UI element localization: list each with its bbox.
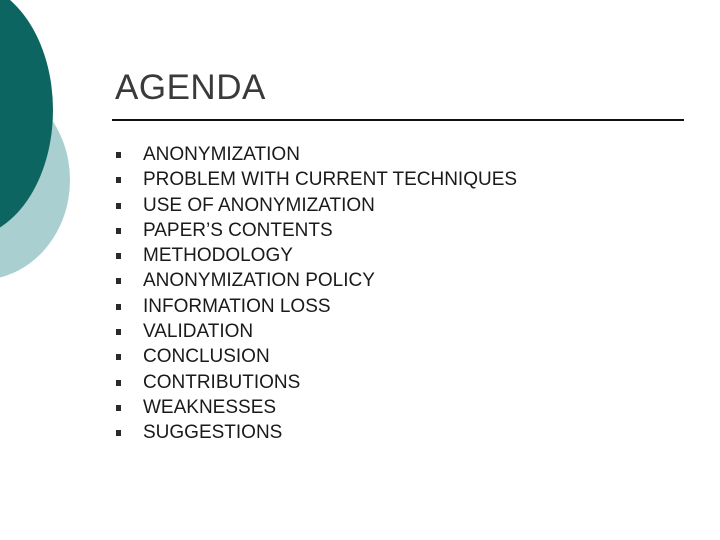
agenda-item-label: ANONYMIZATION POLICY bbox=[143, 270, 375, 292]
agenda-item-label: CONTRIBUTIONS bbox=[143, 371, 301, 393]
square-bullet-icon bbox=[116, 203, 121, 209]
square-bullet-icon bbox=[116, 152, 121, 158]
square-bullet-icon bbox=[116, 228, 121, 234]
square-bullet-icon bbox=[116, 329, 121, 335]
agenda-item-label: PAPER’S CONTENTS bbox=[143, 219, 333, 241]
agenda-item bbox=[112, 294, 517, 319]
agenda-item bbox=[112, 218, 517, 243]
agenda-item-label: PROBLEM WITH CURRENT TECHNIQUES bbox=[143, 169, 518, 191]
agenda-item bbox=[112, 193, 517, 218]
square-bullet-icon bbox=[116, 278, 121, 284]
agenda-item bbox=[112, 268, 517, 293]
agenda-item-label: METHODOLOGY bbox=[143, 245, 293, 267]
square-bullet-icon bbox=[116, 405, 121, 411]
square-bullet-icon bbox=[116, 304, 121, 310]
agenda-item-label: SUGGESTIONS bbox=[143, 422, 283, 444]
agenda-list bbox=[112, 142, 517, 446]
square-bullet-icon bbox=[116, 177, 121, 183]
agenda-item bbox=[112, 142, 517, 167]
square-bullet-icon bbox=[116, 430, 121, 436]
title-divider bbox=[112, 119, 684, 121]
agenda-item-label: CONCLUSION bbox=[143, 346, 270, 368]
agenda-item-label: INFORMATION LOSS bbox=[143, 295, 331, 317]
agenda-item-label: WEAKNESSES bbox=[143, 396, 277, 418]
agenda-item bbox=[112, 420, 517, 445]
square-bullet-icon bbox=[116, 253, 121, 259]
agenda-item bbox=[112, 167, 517, 192]
agenda-item-label: USE OF ANONYMIZATION bbox=[143, 194, 375, 216]
agenda-item bbox=[112, 370, 517, 395]
square-bullet-icon bbox=[116, 380, 121, 386]
decorative-circles bbox=[0, 0, 120, 300]
slide-title: AGENDA bbox=[115, 68, 266, 107]
square-bullet-icon bbox=[116, 354, 121, 360]
agenda-item-label: VALIDATION bbox=[143, 321, 254, 343]
agenda-item bbox=[112, 319, 517, 344]
agenda-item-label: ANONYMIZATION bbox=[143, 144, 300, 165]
agenda-item bbox=[112, 243, 517, 268]
agenda-item bbox=[112, 344, 517, 369]
agenda-item bbox=[112, 395, 517, 420]
